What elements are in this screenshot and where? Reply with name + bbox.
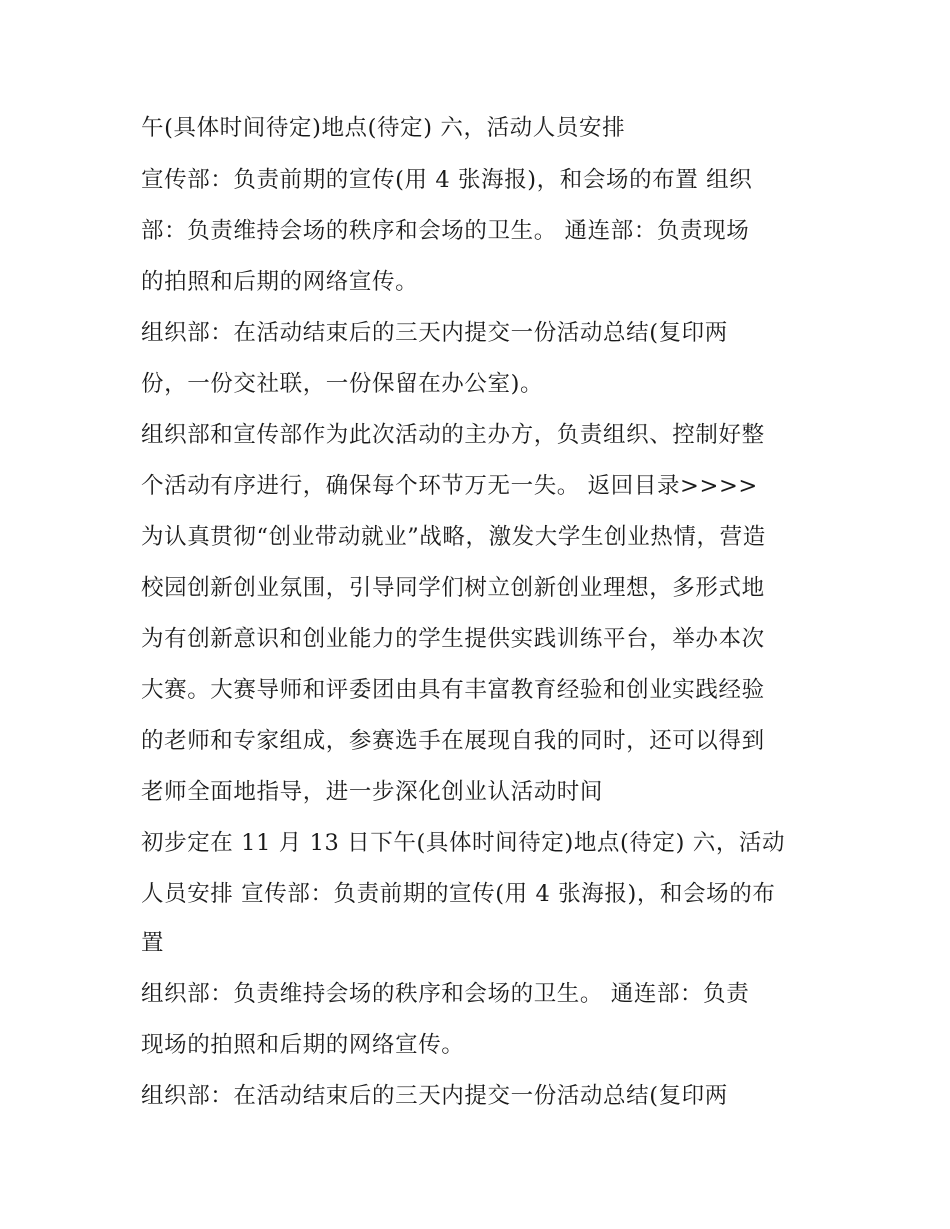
text-line-10: 校园创新创业氛围，引导同学们树立创新创业理想，多形式地 xyxy=(141,575,765,601)
text-line-9: 为认真贯彻“创业带动就业”战略，激发大学生创业热情，营造 xyxy=(141,524,766,550)
text-line-3: 部：负责维持会场的秩序和会场的卫生。 通连部：负责现场 xyxy=(141,218,750,244)
text-line-13: 的老师和专家组成，参赛选手在展现自我的同时，还可以得到 xyxy=(141,728,765,754)
text-line-11: 为有创新意识和创业能力的学生提供实践训练平台，举办本次 xyxy=(141,626,765,652)
text-line-19: 现场的拍照和后期的网络宣传。 xyxy=(141,1032,465,1058)
text-line-1: 午(具体时间待定)地点(待定) 六，活动人员安排 xyxy=(141,115,626,141)
text-line-20: 组织部：在活动结束后的三天内提交一份活动总结(复印两 xyxy=(141,1083,728,1109)
text-line-18: 组织部：负责维持会场的秩序和会场的卫生。 通连部：负责 xyxy=(141,981,750,1007)
text-line-5: 组织部：在活动结束后的三天内提交一份活动总结(复印两 xyxy=(141,320,728,346)
text-line-2: 宣传部：负责前期的宣传(用 4 张海报)，和会场的布置 组织 xyxy=(141,167,753,193)
text-line-14: 老师全面地指导，进一步深化创业认活动时间 xyxy=(141,779,604,805)
text-line-17: 置 xyxy=(141,930,165,956)
text-line-4: 的拍照和后期的网络宣传。 xyxy=(141,269,419,295)
text-line-15: 初步定在 11 月 13 日下午(具体时间待定)地点(待定) 六，活动 xyxy=(141,830,786,856)
text-line-6: 份，一份交社联，一份保留在办公室)。 xyxy=(141,371,544,397)
text-line-8: 个活动有序进行，确保每个环节万无一失。 返回目录>>>> xyxy=(141,473,758,499)
text-line-12: 大赛。大赛导师和评委团由具有丰富教育经验和创业实践经验 xyxy=(141,677,765,703)
text-line-7: 组织部和宣传部作为此次活动的主办方，负责组织、控制好整 xyxy=(141,422,765,448)
text-line-16: 人员安排 宣传部：负责前期的宣传(用 4 张海报)，和会场的布 xyxy=(141,881,776,907)
